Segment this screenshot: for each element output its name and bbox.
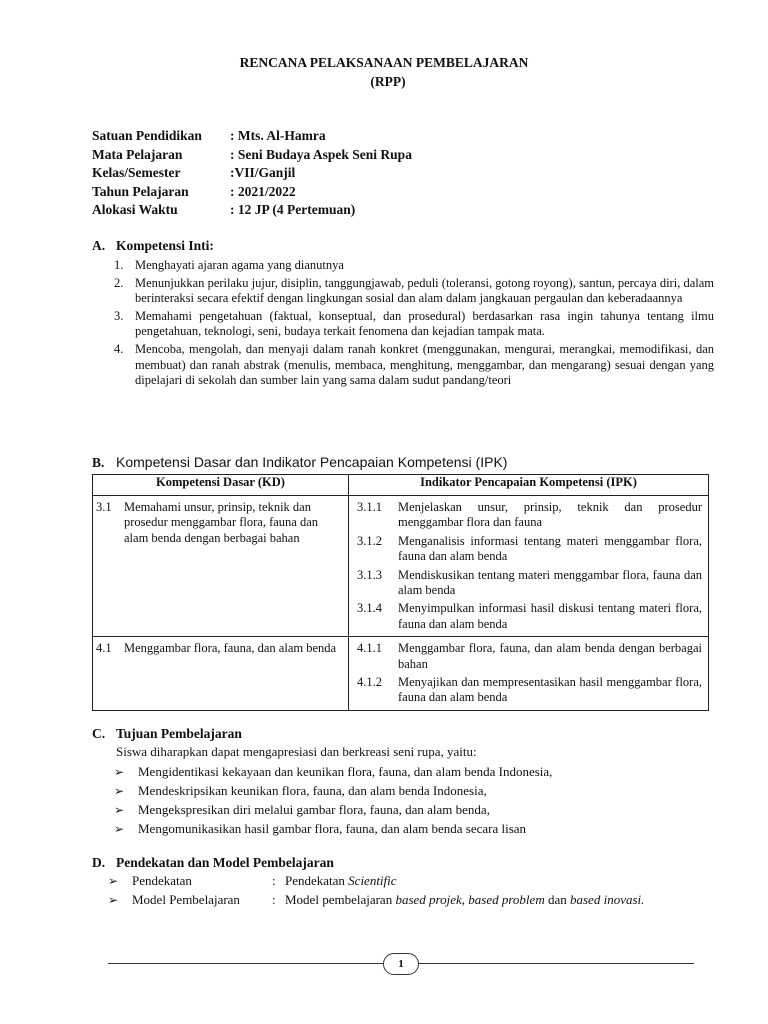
list-item bbox=[114, 800, 552, 819]
model-value: Model pembelajaran bbox=[285, 892, 396, 907]
list-item bbox=[114, 309, 714, 340]
arrow-bullet-icon: ➢ bbox=[114, 822, 125, 836]
ipk-item bbox=[357, 534, 702, 565]
list-text: Mengomunikasikan hasil gambar flora, fauna, dan alam benda secara lisan bbox=[138, 821, 527, 836]
list-item bbox=[114, 781, 552, 800]
section-letter: A. bbox=[92, 238, 106, 253]
info-value: : Seni Budaya Aspek Seni Rupa bbox=[230, 146, 412, 162]
info-label: Satuan Pendidikan bbox=[92, 128, 202, 143]
arrow-bullet-icon: ➢ bbox=[114, 765, 125, 779]
kd-code: 3.1 bbox=[96, 500, 112, 514]
kd-text: Memahami unsur, prinsip, teknik dan prosedur menggambar flora, fauna dan alam benda dengan berbagai bahan bbox=[124, 500, 319, 545]
colon: : bbox=[272, 873, 276, 888]
list-item bbox=[114, 762, 552, 781]
identity-block bbox=[92, 127, 412, 220]
info-row-tahun bbox=[92, 183, 412, 202]
kd-cell bbox=[93, 637, 349, 711]
kd-code: 4.1 bbox=[96, 641, 112, 656]
info-row-kelas bbox=[92, 164, 412, 183]
kd-ipk-table bbox=[92, 474, 709, 711]
info-value: :VII/Ganjil bbox=[230, 165, 296, 180]
kompetensi-inti-list bbox=[114, 258, 714, 391]
list-text: Menunjukkan perilaku jujur, disiplin, tanggungjawab, peduli (toleransi, gotong royong), santun, percaya diri, dalam berinteraksi secara efektif dengan lingkungan sosial dan alam dalam jangkauan pergaulan dan keberadaannya bbox=[135, 275, 714, 306]
document-subtitle: (RPP) bbox=[370, 74, 406, 89]
section-letter: D. bbox=[92, 855, 106, 870]
arrow-bullet-icon: ➢ bbox=[114, 784, 125, 798]
ipk-item bbox=[357, 675, 702, 706]
section-letter: C. bbox=[92, 726, 106, 741]
ipk-text: Menganalisis informasi tentang materi menggambar flora, fauna dan alam benda bbox=[398, 533, 702, 564]
arrow-bullet-icon: ➢ bbox=[114, 803, 125, 817]
model-label: Model Pembelajaran bbox=[132, 892, 240, 907]
section-c-heading bbox=[92, 726, 242, 742]
model-row bbox=[108, 892, 644, 908]
section-title: Tujuan Pembelajaran bbox=[116, 726, 242, 741]
model-italic-2: based problem bbox=[468, 892, 545, 907]
list-text: Mengekspresikan diri melalui gambar flora, fauna, dan alam benda, bbox=[138, 802, 490, 817]
info-row-mapel bbox=[92, 146, 412, 165]
ipk-item bbox=[357, 601, 702, 632]
ipk-item bbox=[357, 568, 702, 599]
table-header-row bbox=[93, 475, 709, 496]
info-label: Alokasi Waktu bbox=[92, 202, 178, 217]
list-text: Mengidentikasi kekayaan dan keunikan flora, fauna, dan alam benda Indonesia, bbox=[138, 764, 553, 779]
pendekatan-value: Pendekatan bbox=[285, 873, 349, 888]
info-row-alokasi bbox=[92, 201, 412, 220]
pendekatan-label: Pendekatan bbox=[132, 873, 192, 888]
footer-divider-left bbox=[108, 963, 386, 964]
ipk-item bbox=[357, 641, 702, 672]
model-italic-1: based projek bbox=[395, 892, 462, 907]
kd-text: Menggambar flora, fauna, dan alam benda bbox=[124, 641, 337, 656]
ipk-code: 3.1.1 bbox=[357, 500, 382, 514]
kd-item bbox=[96, 500, 344, 546]
ipk-code: 3.1.3 bbox=[357, 567, 382, 582]
ipk-code: 4.1.2 bbox=[357, 675, 382, 690]
footer-divider-right bbox=[414, 963, 694, 964]
arrow-bullet-icon: ➢ bbox=[108, 874, 119, 888]
ipk-text: Menjelaskan unsur, prinsip, teknik dan prosedur menggambar flora dan fauna bbox=[398, 500, 702, 530]
ipk-text: Menyajikan dan mempresentasikan hasil menggambar flora, fauna dan alam benda bbox=[398, 675, 702, 705]
column-header-ipk: Indikator Pencapaian Kompetensi (IPK) bbox=[349, 475, 709, 496]
info-value: : 12 JP (4 Pertemuan) bbox=[230, 202, 356, 217]
arrow-bullet-icon: ➢ bbox=[108, 893, 119, 907]
ipk-code: 3.1.4 bbox=[357, 601, 382, 616]
ipk-code: 3.1.2 bbox=[357, 533, 382, 548]
column-header-kd: Kompetensi Dasar (KD) bbox=[93, 475, 349, 496]
kd-item bbox=[96, 641, 344, 656]
list-text: Mendeskripsikan keunikan flora, fauna, dan alam benda Indonesia, bbox=[138, 783, 487, 798]
list-number: 2. bbox=[114, 275, 124, 290]
info-label: Kelas/Semester bbox=[92, 165, 181, 180]
list-item bbox=[114, 819, 552, 838]
list-item bbox=[114, 342, 714, 389]
tujuan-intro: Siswa diharapkan dapat mengapresiasi dan berkreasi seni rupa, yaitu: bbox=[116, 744, 477, 759]
section-title: Kompetensi Inti: bbox=[116, 238, 214, 253]
ipk-cell bbox=[349, 496, 709, 637]
list-number: 3. bbox=[114, 308, 124, 323]
ipk-text: Mendiskusikan tentang materi menggambar flora, fauna dan alam benda bbox=[398, 567, 702, 598]
ipk-item bbox=[357, 500, 702, 531]
model-separator: , bbox=[461, 892, 469, 907]
table-row bbox=[93, 496, 709, 637]
page-number: 1 bbox=[383, 953, 419, 975]
ipk-code: 4.1.1 bbox=[357, 641, 382, 656]
list-number: 1. bbox=[114, 258, 124, 272]
section-b-heading bbox=[92, 454, 507, 471]
info-label: Tahun Pelajaran bbox=[92, 183, 189, 199]
ipk-text: Menyimpulkan informasi hasil diskusi tentang materi flora, fauna dan alam benda bbox=[398, 601, 702, 631]
info-value: : Mts. Al-Hamra bbox=[230, 128, 326, 143]
list-item bbox=[114, 276, 714, 307]
section-letter: B. bbox=[92, 455, 105, 470]
model-italic-3: based inovasi. bbox=[570, 892, 645, 907]
tujuan-list bbox=[114, 762, 552, 838]
list-text: Mencoba, mengolah, dan menyaji dalam ranah konkret (menggunakan, mengurai, merangkai, memodifikasi, dan membuat) dan ranah abstrak (menulis, membaca, menghitung, menggambar, dan mengarang) sesuai dengan yang dipelajari di sekolah dan sumber lain yang sama dalam sudut pandang/teori bbox=[135, 341, 714, 388]
list-text: Memahami pengetahuan (faktual, konseptual, dan prosedural) berdasarkan rasa ingin tahunya tentang ilmu pengetahuan, teknologi, seni, budaya terkait fenomena dan kejadian tampak mata. bbox=[135, 308, 714, 339]
list-text: Menghayati ajaran agama yang dianutnya bbox=[135, 258, 344, 272]
colon: : bbox=[272, 892, 276, 907]
section-title: Kompetensi Dasar dan Indikator Pencapaian Kompetensi (IPK) bbox=[116, 454, 508, 470]
document-title: RENCANA PELAKSANAAN PEMBELAJARAN bbox=[239, 55, 529, 70]
section-title: Pendekatan dan Model Pembelajaran bbox=[116, 855, 334, 870]
section-d-heading bbox=[92, 855, 334, 871]
info-label: Mata Pelajaran bbox=[92, 146, 183, 162]
ipk-cell bbox=[349, 637, 709, 711]
info-value: : 2021/2022 bbox=[230, 183, 296, 199]
ipk-text: Menggambar flora, fauna, dan alam benda dengan berbagai bahan bbox=[398, 641, 702, 671]
model-separator: dan bbox=[544, 892, 570, 907]
kd-cell bbox=[93, 496, 349, 637]
pendekatan-row bbox=[108, 873, 397, 889]
list-item bbox=[114, 258, 714, 274]
table-row bbox=[93, 637, 709, 711]
list-number: 4. bbox=[114, 341, 124, 356]
pendekatan-value-italic: Scientific bbox=[348, 873, 397, 888]
info-row-satuan bbox=[92, 127, 412, 146]
section-a-heading bbox=[92, 238, 214, 254]
